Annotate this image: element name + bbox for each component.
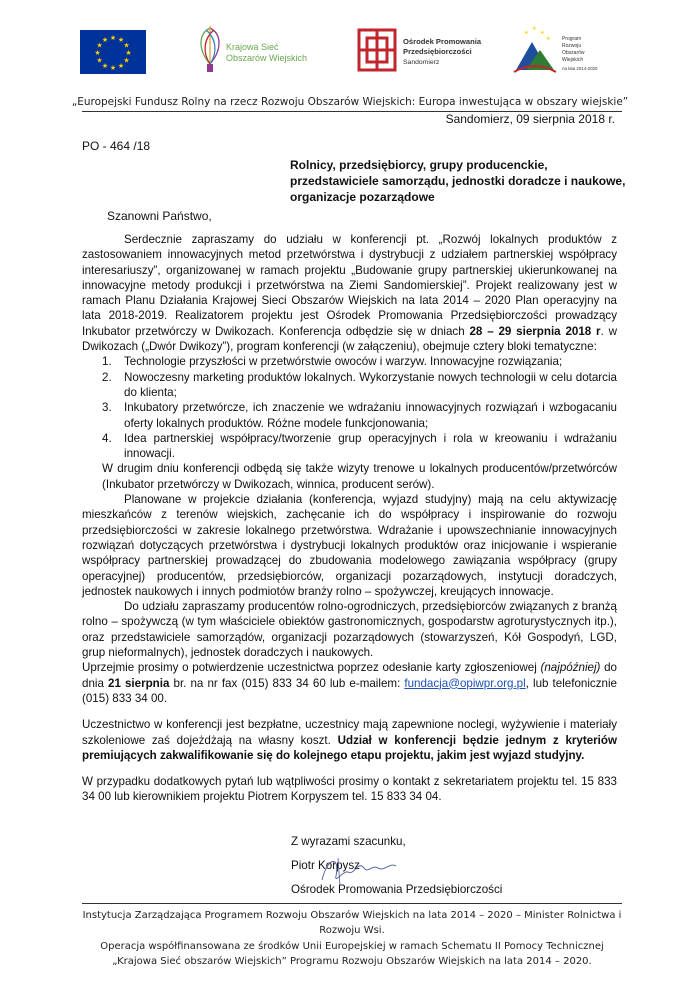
- svg-text:★: ★: [117, 62, 125, 70]
- list-item-text: Nowoczesny marketing produktów lokalnych. Wykorzystanie nowych technologii w celu dotarcia do klienta;: [124, 370, 617, 399]
- list-number: 3.: [102, 401, 112, 415]
- opp-logo: [355, 20, 505, 80]
- list-item-text: Idea partnerskiej współpracy/tworzenie grup operacyjnych i rola w kreowaniu i wdrażaniu innowacji.: [124, 431, 617, 461]
- list-number: 4.: [102, 431, 112, 445]
- prow-name-line4: Wiejskich: [562, 57, 584, 63]
- svg-text:★: ★: [109, 34, 117, 42]
- logo-bar: [80, 20, 620, 84]
- paragraph-second-day: W drugim dniu konferencji odbędą się także wizyty trenowe u lokalnych producentów/przetwórców (Inkubator przetwórczy w Dwikozach, winnica, producent serów).: [102, 462, 617, 491]
- ksow-emblem-icon: [190, 20, 340, 80]
- intro-text-end: . w Dwikozach („Dwór Dwikozy”), program konferencji (w załączeniu), obejmuje cztery bloki tematyczne:: [82, 324, 617, 354]
- list-item: [82, 370, 617, 401]
- confirmation-text-4: , lub telefonicznie (015) 833 34 00.: [82, 676, 617, 705]
- paragraph-confirmation: [82, 660, 617, 706]
- letter-date: Sandomierz, 09 sierpnia 2018 r.: [445, 112, 615, 126]
- paragraph-goals: Planowane w projekcie działania (konferencja, wyjazd studyjny) mają na celu aktywizację mieszkańców z terenów wiejskich, zachęcanie ich do współpracy i inspirowanie do rozwoju przedsiębiorczości w zakresie lokalnego przetwórstwa. Wdrażanie i upowszechnianie innowacyjnych rozwiązań dotyczących przetwórstwa i dystrybucji lokalnych produktów oraz inicjowanie i wspieranie współpracy partnerskiej prowadzącej do zbudowania modelowego zawiązania współpracy (grupy operacyjnej) producentów, przedsiębiorców, organizacji pozarządowych, instytucji doradczych, jednostek naukowych i innych podmiotów branży rolno – spożywczej, kreujących innowacje.: [82, 493, 617, 598]
- svg-text:★: ★: [94, 49, 101, 57]
- list-item-text: Technologie przyszłości w przetwórstwie owoców i warzyw. Innowacyjne rozwiązania;: [124, 355, 563, 369]
- signatory-organization: Ośrodek Promowania Przedsiębiorczości: [291, 883, 503, 896]
- addressee: Rolnicy, przedsiębiorcy, grupy producenckie, przedstawiciele samorządu, jednostki doradcze i naukowe, organizacje pozarządowe: [290, 158, 626, 204]
- footer: [82, 909, 622, 971]
- prow-name-line1: Program: [562, 36, 582, 42]
- prow-logo: [510, 20, 620, 82]
- ksow-name-line2: Obszarów Wiejskich: [226, 53, 308, 63]
- paragraph-invitees: Do udziału zapraszamy producentów rolno-ogrodniczych, przedsiębiorców związanych z branżą rolno – spożywczą (w tym właściciele obiektów gastronomicznych, gospodarstw agroturystycznych itp.), oraz przedstawiciele samorządów, organizacji pozarządowych (stowarzyszeń, Kół Gospodyń, LGD, grup nieformalnych), jednostek doradczych i naukowych.: [82, 600, 617, 660]
- svg-text:★: ★: [101, 36, 109, 44]
- paragraph-contact: W przypadku dodatkowych pytań lub wątpliwości prosimy o kontakt z sekretariatem projektu tel. 15 833 34 00 lub kierownikiem projektu Piotrem Korpyszem tel. 15 833 34 04.: [82, 775, 617, 804]
- svg-text:★: ★: [532, 26, 537, 32]
- footer-line-1: Instytucja Zarządzająca Programem Rozwoju Obszarów Wiejskich na lata 2014 – 2020 – Minister Rolnictwa i Rozwoju Wsi.: [82, 910, 622, 936]
- salutation: Szanowni Państwo,: [107, 209, 212, 223]
- eu-flag-icon: [80, 30, 146, 74]
- intro-text: Serdecznie zapraszamy do udziału w konferencji pt. „Rozwój lokalnych produktów z zastosowaniem innowacyjnych metod przetwórstwa i dystrybucji z udziałem partnerskiej współpracy interesariuszy”, organizowanej w ramach projektu „Budowanie grupy partnerskiej ukierunkowanej na innowacyjne metody produkcji i przetwórstwa na Ziemi Sandomierskiej”. Projekt realizowany jest w ramach Planu Działania Krajowej Sieci Obszarów Wiejskich na lata 2014 – 2020 Plan operacyjny na lata 2018-2019. Realizatorem projektu jest Ośrodek Promowania Przedsiębiorczości prowadzący Inkubator przetwórczy w Dwikozach. Konferencja odbędzie się w dniach: [82, 233, 617, 338]
- participation-criterion: Udział w konferencji będzie jednym z kryteriów premiujących zakwalifikowanie się do kolejnego etapu projektu, jakim jest wyjazd studyjny.: [82, 733, 617, 762]
- opp-name-line1: Ośrodek Promowania: [403, 37, 482, 46]
- conference-dates: 28 – 29 sierpnia 2018 r: [469, 324, 601, 338]
- ksow-logo: [190, 20, 340, 80]
- svg-text:★: ★: [540, 30, 545, 36]
- list-number: 1.: [102, 355, 112, 369]
- list-item: [82, 400, 617, 431]
- ksow-name-line1: Krajowa Sieć: [226, 42, 279, 52]
- letter-body: [82, 232, 617, 805]
- svg-text:★: ★: [123, 56, 130, 65]
- paragraph-participation: [82, 717, 617, 763]
- list-number: 2.: [102, 370, 112, 384]
- svg-text:★: ★: [96, 41, 103, 50]
- signatory-name: Piotr Korpysz: [291, 859, 360, 872]
- confirmation-text-2: do dnia: [82, 661, 618, 690]
- svg-text:★: ★: [524, 30, 529, 36]
- svg-text:★: ★: [123, 41, 130, 50]
- reference-number: PO - 464 /18: [82, 139, 151, 153]
- deadline-note: (najpóźniej): [540, 661, 601, 675]
- svg-text:★: ★: [96, 56, 103, 65]
- footer-divider: [82, 903, 622, 904]
- prow-name-line2: Rozwoju: [562, 43, 582, 49]
- spacer: [82, 763, 617, 774]
- thematic-blocks-list: [82, 354, 617, 461]
- svg-text:★: ★: [109, 64, 117, 72]
- email-link[interactable]: fundacja@opiwpr.org.pl: [404, 676, 526, 690]
- prow-name-line5: na lata 2014-2020: [562, 66, 598, 71]
- list-item-text: Inkubatory przetwórcze, ich znaczenie we wdrażaniu innowacyjnych rozwiązań i wzbogacaniu oferty lokalnych produktów. Różne modele funkcjonowania;: [124, 401, 617, 430]
- svg-text:★: ★: [546, 36, 551, 42]
- confirmation-text: Uprzejmie prosimy o potwierdzenie uczestnictwa poprzez odesłanie karty zgłoszeniowej: [82, 661, 541, 675]
- list-item: [82, 354, 617, 369]
- svg-text:★: ★: [101, 62, 109, 70]
- closing-phrase: Z wyrazami szacunku,: [291, 835, 406, 848]
- opp-name-line2: Przedsiębiorczości: [403, 47, 472, 56]
- svg-text:★: ★: [117, 36, 125, 44]
- participation-text: Uczestnictwo w konferencji jest bezpłatne, uczestnicy mają zapewnione noclegi, wyżywienie i materiały szkoleniowe zaś dojeżdżają na własny koszt.: [82, 718, 617, 747]
- spacer: [82, 706, 617, 717]
- prow-name-line3: Obszarów: [562, 50, 585, 56]
- prow-emblem-icon: [510, 20, 620, 82]
- opp-emblem-icon: [355, 20, 505, 80]
- confirmation-text-3: br. na nr fax (015) 833 34 60 lub e-mailem:: [169, 676, 405, 690]
- handwritten-signature-icon: [318, 850, 400, 890]
- paragraph-intro: [82, 232, 617, 354]
- footer-line-2: Operacja współfinansowana ze środków Unii Europejskiej w ramach Schematu II Pomocy Technicznej „Krajowa Sieć obszarów Wiejskich” Programu Rozwoju Obszarów Wiejskich na lata 2014 – 2020.: [100, 941, 604, 967]
- deadline-date: 21 sierpnia: [108, 676, 170, 690]
- opp-name-line3: Sandomierz: [403, 59, 440, 66]
- svg-text:★: ★: [125, 49, 132, 57]
- slogan: „Europejski Fundusz Rolny na rzecz Rozwoju Obszarów Wiejskich: Europa inwestująca w obszary wiejskie”: [71, 96, 629, 108]
- list-item: [82, 431, 617, 462]
